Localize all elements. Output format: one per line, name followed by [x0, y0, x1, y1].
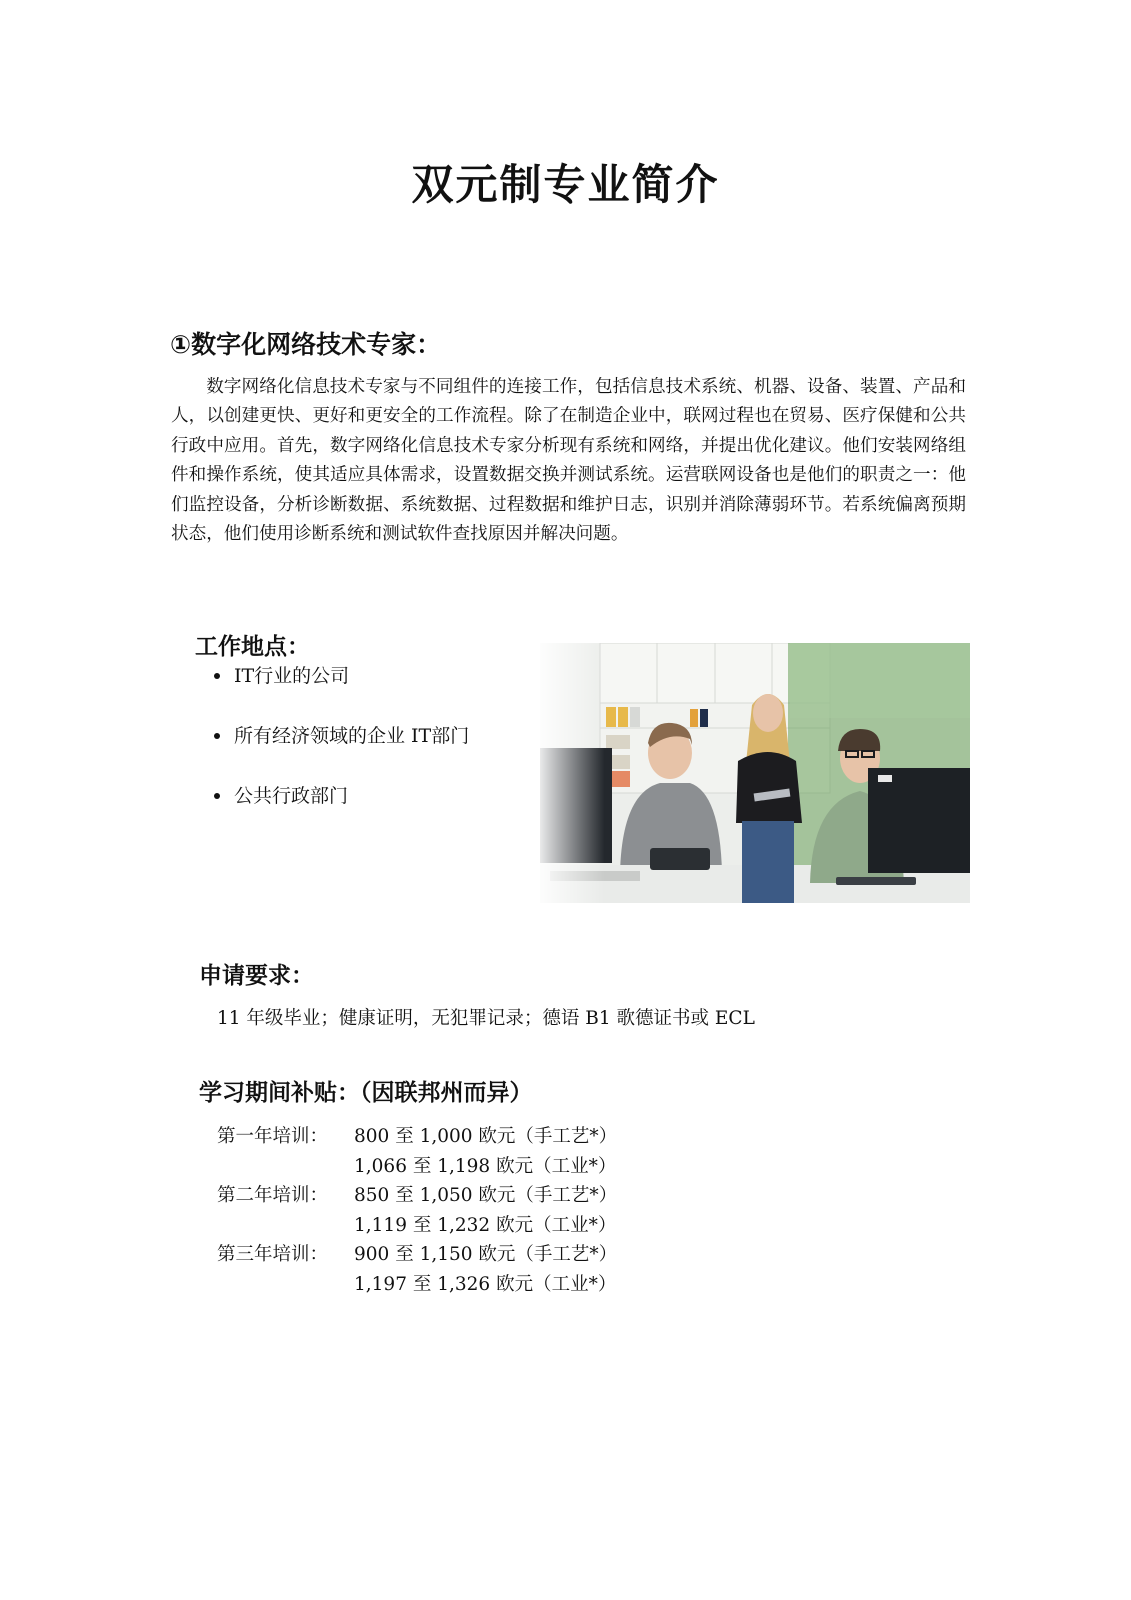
training-year-label: [217, 1270, 354, 1300]
bullet-icon: [214, 733, 220, 739]
list-item: [214, 785, 469, 845]
table-row: [217, 1122, 617, 1152]
training-year-label: 第三年培训：: [217, 1244, 329, 1266]
workplace-list: [214, 665, 469, 845]
list-item: [214, 665, 469, 725]
allowance-amount: 900 至 1,150 欧元（手工艺*）: [354, 1244, 618, 1266]
office-photo: [540, 643, 970, 903]
training-year-label: [217, 1152, 354, 1182]
allowance-amount: 1,197 至 1,326 欧元（工业*）: [354, 1273, 617, 1295]
table-row: [217, 1211, 617, 1241]
bullet-icon: [214, 793, 220, 799]
workplace-heading: 工作地点：: [195, 634, 310, 660]
allowance-amount: 1,066 至 1,198 欧元（工业*）: [354, 1155, 617, 1177]
training-year-label: 第二年培训：: [217, 1185, 329, 1207]
list-item: [214, 725, 469, 785]
section-heading: ①数字化网络技术专家：: [170, 330, 442, 359]
training-year-label: [217, 1211, 354, 1241]
allowance-heading: 学习期间补贴：（因联邦州而异）: [199, 1080, 533, 1106]
table-row: [217, 1270, 617, 1300]
allowance-amount: 1,119 至 1,232 欧元（工业*）: [354, 1214, 617, 1236]
intro-paragraph: 数字网络化信息技术专家与不同组件的连接工作，包括信息技术系统、机器、设备、装置、产品和人，以创建更快、更好和更安全的工作流程。除了在制造企业中，联网过程也在贸易、医疗保健和公共行政中应用。首先，数字网络化信息技术专家分析现有系统和网络，并提出优化建议。他们安装网络组件和操作系统，使其适应具体需求，设置数据交换并测试系统。运营联网设备也是他们的职责之一：他们监控设备，分析诊断数据、系统数据、过程数据和维护日志，识别并消除薄弱环节。若系统偏离预期状态，他们使用诊断系统和测试软件查找原因并解决问题。: [171, 377, 966, 545]
table-row: [217, 1181, 617, 1211]
requirements-text: 11 年级毕业；健康证明，无犯罪记录；德语 B1 歌德证书或 ECL: [217, 1008, 755, 1029]
page-title: 双元制专业简介: [411, 160, 720, 209]
office-photo-illustration: [540, 643, 970, 903]
allowance-table: [217, 1122, 617, 1300]
allowance-amount: 850 至 1,050 欧元（手工艺*）: [354, 1185, 618, 1207]
list-item-label: 公共行政部门: [234, 785, 349, 807]
allowance-amount: 800 至 1,000 欧元（手工艺*）: [354, 1126, 618, 1147]
table-row: [217, 1240, 617, 1270]
list-item-label: IT行业的公司: [234, 665, 350, 687]
bullet-icon: [214, 673, 220, 679]
table-row: [217, 1152, 617, 1182]
requirements-heading: 申请要求：: [199, 963, 314, 989]
list-item-label: 所有经济领域的企业 IT部门: [234, 725, 470, 747]
training-year-label: 第一年培训：: [217, 1126, 329, 1147]
